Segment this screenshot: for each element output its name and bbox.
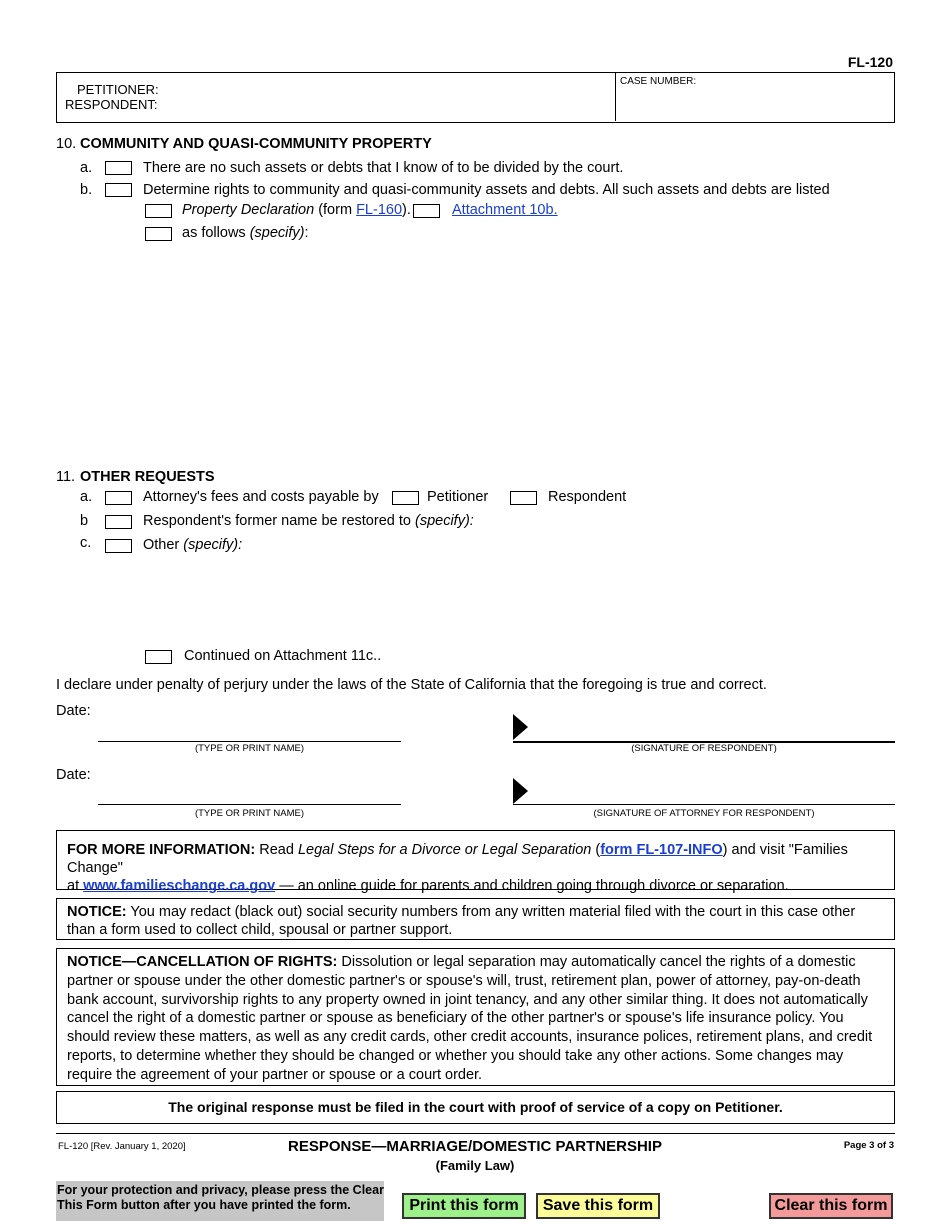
item-11b-text: Respondent's former name be restored to bbox=[143, 513, 411, 529]
redact-notice-box bbox=[56, 898, 895, 940]
families-change-link[interactable]: www.familieschange.ca.gov bbox=[83, 878, 276, 894]
cancellation-heading: NOTICE—CANCELLATION OF RIGHTS: bbox=[67, 954, 338, 970]
name-caption-2: (TYPE OR PRINT NAME) bbox=[194, 808, 305, 819]
form-prefix: (form bbox=[314, 202, 357, 218]
date-label-2: Date: bbox=[56, 767, 91, 783]
respondent-option: Respondent bbox=[548, 489, 627, 505]
revision-date: FL-120 [Rev. January 1, 2020] bbox=[58, 1141, 186, 1152]
clear-form-button[interactable]: Clear this form bbox=[769, 1193, 893, 1219]
footer-rule bbox=[56, 1133, 895, 1134]
date-label-1: Date: bbox=[56, 703, 91, 719]
checkbox-11b[interactable] bbox=[105, 515, 132, 529]
section-11-title: OTHER REQUESTS bbox=[80, 469, 215, 485]
item-11a-marker: a. bbox=[80, 489, 93, 505]
more-info-paren: ( bbox=[591, 842, 601, 858]
checkbox-attachment-10b[interactable] bbox=[413, 204, 440, 218]
fl-160-link[interactable]: FL-160 bbox=[356, 202, 403, 218]
name-line-2 bbox=[98, 804, 401, 805]
signature-arrow-2 bbox=[513, 778, 528, 804]
date-field-1[interactable] bbox=[100, 700, 400, 740]
section-11-number: 11. bbox=[56, 469, 76, 485]
more-info-line-2 bbox=[67, 877, 884, 895]
cancellation-notice-box bbox=[56, 948, 895, 1086]
form-number: FL-120 bbox=[847, 54, 893, 70]
date-field-2[interactable] bbox=[100, 765, 400, 803]
legal-steps-title: Legal Steps for a Divorce or Legal Separation bbox=[297, 842, 592, 858]
petitioner-label: PETITIONER: bbox=[77, 82, 159, 97]
more-info-at: at bbox=[67, 878, 84, 894]
colon: : bbox=[304, 225, 309, 241]
cancellation-text: Dissolution or legal separation may automatically cancel the rights of a domestic partner or spouse under the other domestic partner's or spouse's will, trust, retirement plan, power of attorney, pay-on-death bank account, survivorship rights to any property owned in joint tenancy, and any other similar thing. It does not automatically cancel the right of a domestic partner or spouse as beneficiary of the other partner's or spouse's life insurance policy. You should review these matters, as well as any credit cards, other credit accounts, insurance polices, retirement plans, and credit reports, to determine whether they should be changed or whether you should take any other actions. Some changes may require the agreement of your partner or spouse or a court order. bbox=[67, 954, 873, 1083]
item-11a-text: Attorney's fees and costs payable by bbox=[143, 489, 379, 505]
privacy-notice: For your protection and privacy, please press the Clear This Form button after you have printed the form. bbox=[56, 1181, 384, 1221]
specify-text: (specify) bbox=[249, 225, 305, 241]
checkbox-11a[interactable] bbox=[105, 491, 132, 505]
item-11c-marker: c. bbox=[80, 535, 92, 551]
checkbox-continued-11c[interactable] bbox=[145, 650, 172, 664]
item-11b-specify: (specify): bbox=[414, 513, 474, 529]
respondent-label: RESPONDENT: bbox=[65, 97, 158, 112]
checkbox-10b[interactable] bbox=[105, 183, 132, 197]
continued-attachment-text: Continued on Attachment 11c.. bbox=[184, 648, 382, 664]
form-subtitle: (Family Law) bbox=[435, 1158, 515, 1173]
more-information-box bbox=[56, 830, 895, 894]
more-info-tail: — an online guide for parents and children going through divorce or separation. bbox=[275, 878, 789, 894]
item-10a-marker: a. bbox=[80, 160, 93, 176]
more-info-read: Read bbox=[255, 842, 298, 858]
signature-arrow-1 bbox=[513, 714, 528, 740]
checkbox-11c[interactable] bbox=[105, 539, 132, 553]
signature-line-2 bbox=[513, 804, 895, 805]
fl-107-info-link[interactable]: form FL-107-INFO bbox=[600, 842, 723, 858]
form-suffix: ). bbox=[402, 202, 411, 218]
item-10a-text: There are no such assets or debts that I know of to be divided by the court. bbox=[143, 160, 624, 176]
as-follows-line bbox=[182, 225, 309, 241]
other-requests-field[interactable] bbox=[182, 558, 892, 638]
caption-box bbox=[56, 72, 895, 123]
more-info-heading: FOR MORE INFORMATION: bbox=[67, 842, 256, 858]
item-11c-specify: (specify): bbox=[183, 537, 243, 553]
checkbox-respondent[interactable] bbox=[510, 491, 537, 505]
item-11c-text: Other bbox=[143, 537, 184, 553]
page-number: Page 3 of 3 bbox=[843, 1140, 894, 1151]
more-info-after-link: ) and visit "Families Change" bbox=[67, 842, 848, 876]
notice-heading: NOTICE: bbox=[67, 904, 127, 920]
item-11b-marker: b bbox=[80, 513, 89, 529]
checkbox-10a[interactable] bbox=[105, 161, 132, 175]
checkbox-as-follows[interactable] bbox=[145, 227, 172, 241]
property-declaration-line bbox=[182, 202, 411, 218]
case-number-label: CASE NUMBER: bbox=[620, 76, 697, 87]
original-response-notice: The original response must be filed in the court with proof of service of a copy on Petitioner. bbox=[56, 1091, 895, 1124]
item-10b-marker: b. bbox=[80, 182, 93, 198]
item-10b-text: Determine rights to community and quasi-community assets and debts. All such assets and debts are listed bbox=[143, 182, 830, 198]
notice-text: You may redact (black out) social security numbers from any written material filed with the court in this case other than a form used to collect child, spousal or partner support. bbox=[67, 904, 856, 938]
as-follows-text: as follows bbox=[182, 225, 250, 241]
checkbox-petitioner[interactable] bbox=[392, 491, 419, 505]
name-caption-1: (TYPE OR PRINT NAME) bbox=[194, 743, 305, 754]
checkbox-property-declaration[interactable] bbox=[145, 204, 172, 218]
petitioner-option: Petitioner bbox=[427, 489, 489, 505]
print-form-button[interactable]: Print this form bbox=[402, 1193, 526, 1219]
declaration-text: I declare under penalty of perjury under the laws of the State of California that the foregoing is true and correct. bbox=[56, 677, 767, 693]
former-name-field[interactable] bbox=[462, 511, 892, 531]
more-info-line-1 bbox=[67, 841, 884, 877]
signature-caption-2: (SIGNATURE OF ATTORNEY FOR RESPONDENT) bbox=[593, 808, 815, 819]
item-11c-line bbox=[143, 537, 242, 553]
name-line-1 bbox=[98, 741, 401, 742]
section-10-title: COMMUNITY AND QUASI-COMMUNITY PROPERTY bbox=[80, 136, 432, 152]
section-10-number: 10. bbox=[56, 136, 77, 152]
signature-caption-1: (SIGNATURE OF RESPONDENT) bbox=[631, 743, 777, 754]
attachment-10b-link[interactable]: Attachment 10b. bbox=[452, 202, 558, 218]
form-title: RESPONSE—MARRIAGE/DOMESTIC PARTNERSHIP bbox=[288, 1138, 662, 1155]
item-11b-line bbox=[143, 513, 474, 529]
caption-divider bbox=[615, 73, 616, 121]
save-form-button[interactable]: Save this form bbox=[536, 1193, 660, 1219]
property-declaration-text: Property Declaration bbox=[182, 202, 315, 218]
property-specify-field[interactable] bbox=[182, 246, 892, 446]
